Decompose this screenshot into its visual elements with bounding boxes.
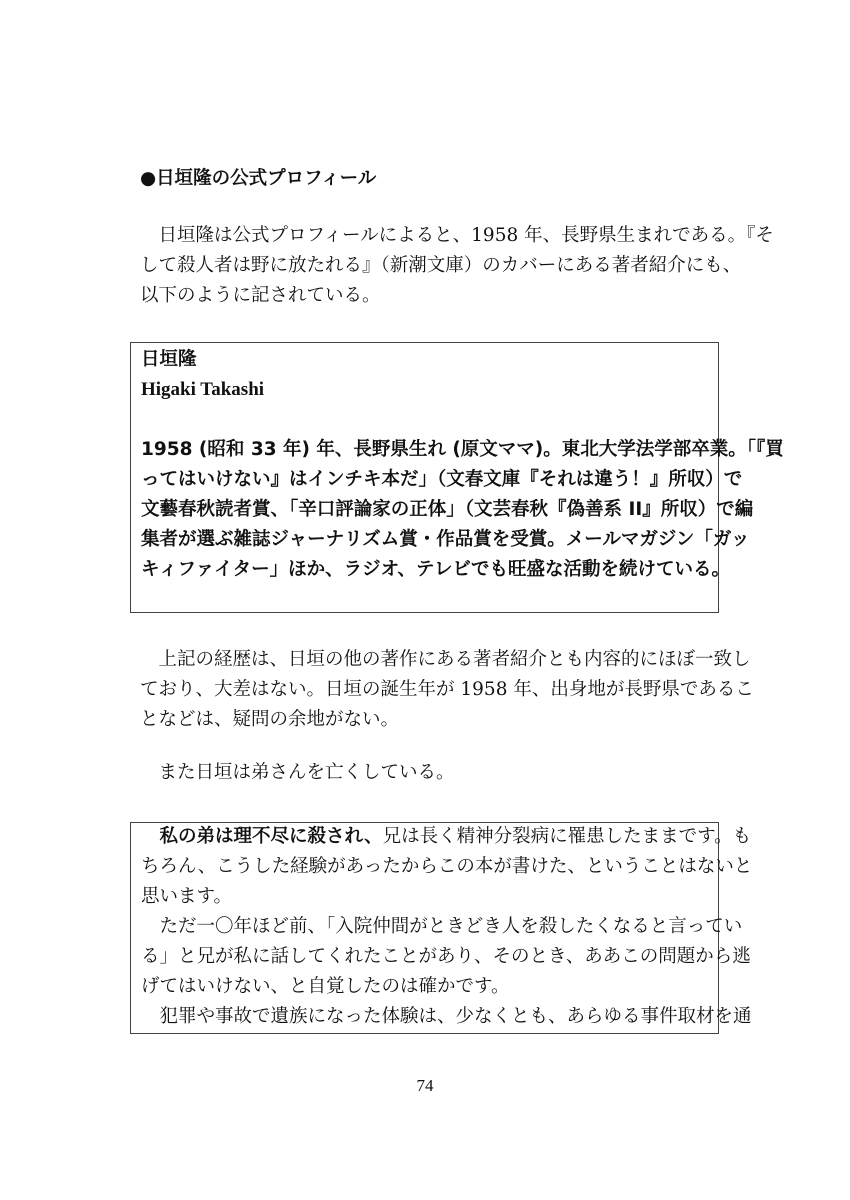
paragraph-2 [140,645,754,735]
text-line: 以下のように記されている。 [140,285,381,306]
text-line: る」と兄が私に話してくれたことがあり、そのとき、ああこの問題から逃 [141,946,751,967]
text-line: となどは、疑問の余地がない。 [140,709,400,730]
section-heading: ●日垣隆の公式プロフィール [140,168,377,189]
author-name-en: Higaki Takashi [141,379,265,400]
text-line: 集者が選ぶ雑誌ジャーナリズム賞・作品賞を受賞。メールマガジン「ガッ [141,529,750,550]
text-line: 日垣隆は公式プロフィールによると、1958 年、長野県生まれである。『そ [140,225,774,246]
bold-phrase: 私の弟は理不尽に殺され、 [141,826,383,847]
text-line: して殺人者は野に放たれる』（新潮文庫）のカバーにある著者紹介にも、 [140,255,742,276]
text-line: キィファイター」ほか、ラジオ、テレビでも旺盛な活動を続けている。 [141,559,731,580]
brother-quote-box [130,822,753,1034]
text-line: 文藝春秋読者賞、「辛口評論家の正体」（文芸春秋『偽善系 II』所収）で編 [141,499,754,520]
paragraph-3 [140,758,715,788]
text-line: 思います。 [141,886,233,907]
text-span: 兄は長く精神分裂病に罹患したままです。も [382,826,752,847]
text-line: 1958 (昭和 33 年) 年、長野県生れ (原文ママ)。東北大学法学部卒業。「『買 [141,439,784,460]
page-number: 74 [416,1076,434,1095]
text-line: また日垣は弟さんを亡くしている。 [140,762,455,783]
text-line: ちろん、こうした経験があったからこの本が書けた、ということはないと [141,856,753,877]
author-name-ja: 日垣隆 [141,349,197,370]
text-line: げてはいけない、と自覚したのは確かです。 [141,976,510,997]
text-line: ただ一〇年ほど前、「入院仲間がときどき人を殺したくなると言ってい [141,916,743,937]
text-line: ており、大差はない。日垣の誕生年が 1958 年、出身地が長野県であるこ [140,679,754,700]
paragraph-1 [140,221,774,311]
text-line: 犯罪や事故で遺族になった体験は、少なくとも、あらゆる事件取材を通 [141,1006,752,1027]
text-line: 上記の経歴は、日垣の他の著作にある著者紹介とも内容的にほぼ一致し [140,649,751,670]
text-line [141,822,752,852]
profile-quote-box [130,342,784,613]
text-line: ってはいけない』はインチキ本だ」（文春文庫『それは違う！』所収）で [141,469,743,490]
